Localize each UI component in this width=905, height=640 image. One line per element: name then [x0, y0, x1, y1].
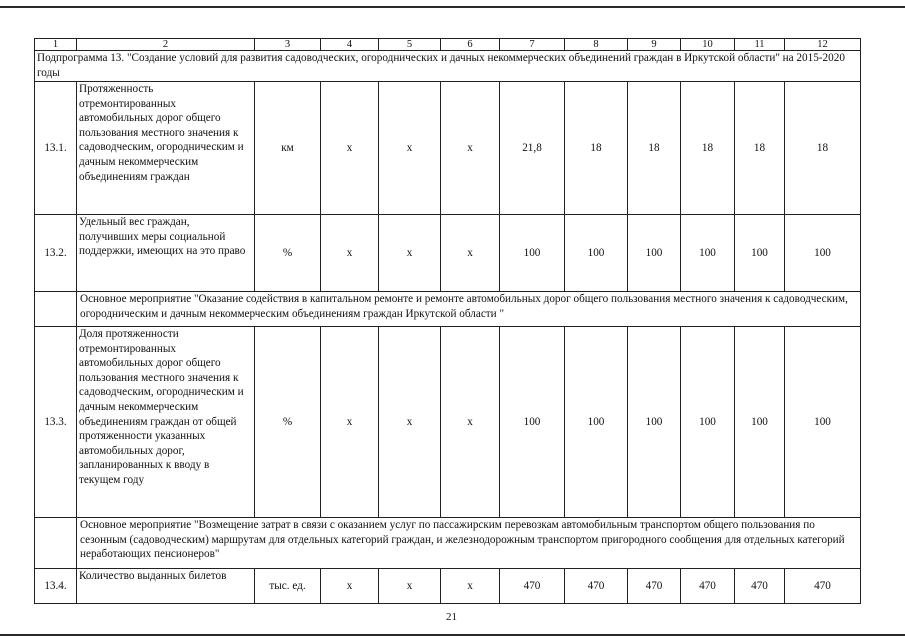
value-cell: 18	[565, 82, 628, 215]
value-cell: 470	[500, 569, 565, 604]
row-number: 13.3.	[35, 327, 77, 518]
value-cell: х	[441, 327, 500, 518]
value-cell: х	[321, 82, 379, 215]
value-cell: 470	[681, 569, 735, 604]
value-cell: 100	[681, 327, 735, 518]
value-cell: 18	[681, 82, 735, 215]
value-cell: 470	[785, 569, 861, 604]
value-cell: х	[321, 569, 379, 604]
unit-cell: %	[255, 215, 321, 292]
col-header: 1	[35, 39, 77, 51]
row-number: 13.4.	[35, 569, 77, 604]
unit-cell: км	[255, 82, 321, 215]
column-number-row	[35, 39, 861, 51]
value-cell: 100	[500, 327, 565, 518]
value-cell: 100	[565, 327, 628, 518]
unit-cell: тыс. ед.	[255, 569, 321, 604]
value-cell: 18	[735, 82, 785, 215]
indicator-name: Количество выданных билетов	[77, 569, 255, 604]
empty-number-cell	[35, 518, 77, 569]
measure-row	[35, 518, 861, 569]
value-cell: 100	[628, 215, 681, 292]
value-cell: 100	[785, 327, 861, 518]
empty-number-cell	[35, 292, 77, 327]
value-cell: х	[379, 82, 441, 215]
value-cell: 100	[500, 215, 565, 292]
indicator-name: Доля протяженности отремонтированных автомобильных дорог общего пользования местного значения к садоводческим, огородническим и дачным некоммерческим объединениям граждан от общей протяженности указанных автомобильных дорог, запланированных к вводу в текущем году	[77, 327, 255, 518]
col-header: 5	[379, 39, 441, 51]
value-cell: 100	[785, 215, 861, 292]
col-header: 10	[681, 39, 735, 51]
value-cell: 470	[565, 569, 628, 604]
col-header: 8	[565, 39, 628, 51]
indicator-name: Удельный вес граждан, получивших меры социальной поддержки, имеющих на это право	[77, 215, 255, 292]
value-cell: 470	[628, 569, 681, 604]
measure-row	[35, 292, 861, 327]
scan-edge-bottom	[0, 634, 905, 636]
table-row	[35, 569, 861, 604]
col-header: 12	[785, 39, 861, 51]
subprogram-title: Подпрограмма 13. "Создание условий для развития садоводческих, огороднических и дачных некоммерческих объединений граждан в Иркутской области" на 2015-2020 годы	[35, 51, 861, 82]
value-cell: 100	[565, 215, 628, 292]
subprogram-row	[35, 51, 861, 82]
scan-edge-top	[0, 6, 905, 8]
value-cell: 100	[628, 327, 681, 518]
col-header: 3	[255, 39, 321, 51]
page-number: 21	[446, 611, 457, 623]
value-cell: х	[441, 82, 500, 215]
col-header: 6	[441, 39, 500, 51]
value-cell: х	[441, 569, 500, 604]
value-cell: х	[321, 327, 379, 518]
value-cell: 21,8	[500, 82, 565, 215]
table-row	[35, 215, 861, 292]
main-measure: Основное мероприятие "Возмещение затрат в связи с оказанием услуг по пассажирским перевозкам автомобильным транспортом общего пользования по сезонным (садоводческим) маршрутам для отдельных категорий граждан, и железнодорожным транспортом пригородного сообщения для отдельных категорий неработающих пенсионеров"	[77, 518, 861, 569]
value-cell: х	[379, 327, 441, 518]
col-header: 11	[735, 39, 785, 51]
value-cell: 18	[785, 82, 861, 215]
value-cell: 18	[628, 82, 681, 215]
main-measure: Основное мероприятие "Оказание содействия в капитальном ремонте и ремонте автомобильных дорог общего пользования местного значения к садоводческим, огородническим и дачным некоммерческим объединениям граждан Иркутской области "	[77, 292, 861, 327]
value-cell: х	[321, 215, 379, 292]
indicators-table	[34, 38, 861, 604]
col-header: 2	[77, 39, 255, 51]
row-number: 13.1.	[35, 82, 77, 215]
unit-cell: %	[255, 327, 321, 518]
col-header: 7	[500, 39, 565, 51]
indicator-name: Протяженность отремонтированных автомобильных дорог общего пользования местного значения к садоводческим, огородническим и дачным некоммерческим объединениям граждан	[77, 82, 255, 215]
value-cell: х	[441, 215, 500, 292]
row-number: 13.2.	[35, 215, 77, 292]
table-row	[35, 327, 861, 518]
value-cell: 100	[681, 215, 735, 292]
col-header: 9	[628, 39, 681, 51]
value-cell: 470	[735, 569, 785, 604]
table-row	[35, 82, 861, 215]
value-cell: х	[379, 569, 441, 604]
col-header: 4	[321, 39, 379, 51]
value-cell: 100	[735, 327, 785, 518]
value-cell: х	[379, 215, 441, 292]
value-cell: 100	[735, 215, 785, 292]
